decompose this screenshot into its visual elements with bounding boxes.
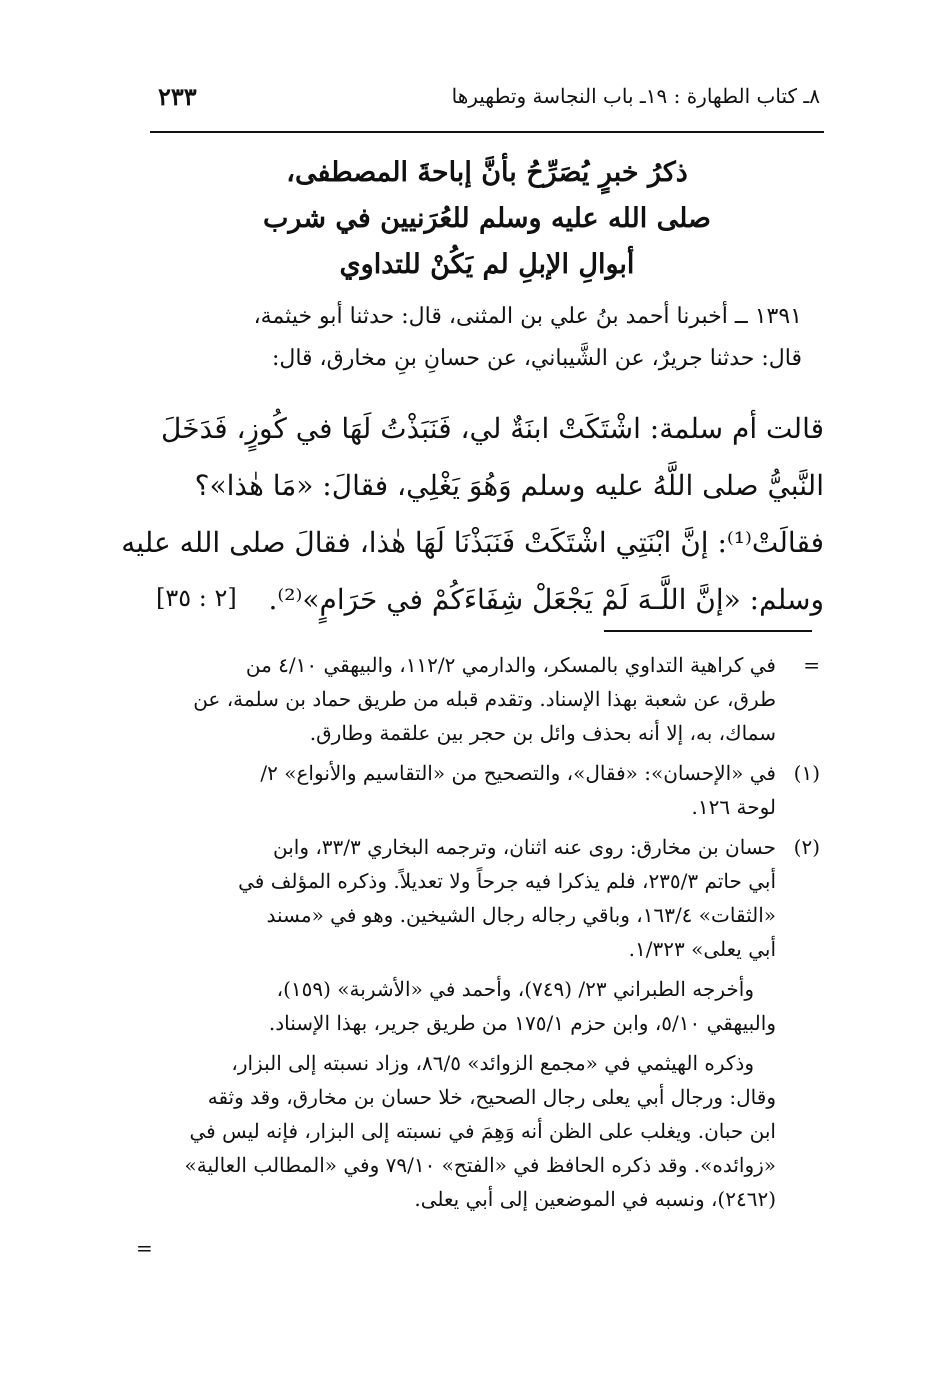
running-head: ٨ـ كتاب الطهارة : ١٩ـ باب النجاسة وتطهيرها	[451, 84, 820, 108]
footnote-2	[150, 830, 824, 966]
continuation-mark: =	[803, 653, 820, 677]
footnote-number: (٢)	[793, 835, 820, 859]
note-line: لوحة ١٢٦.	[691, 795, 776, 819]
footnote-number: (١)	[793, 761, 820, 785]
hadith-line: فقالَتْ⁽¹⁾: إنَّ ابْنَتِي اشْتَكَتْ فَنَبَذْنَا لَهَا هٰذا، فقالَ صلى الله عليه	[121, 526, 824, 559]
isnad-narration	[150, 296, 802, 380]
title-line: صلى الله عليه وسلم للعُرَنيين في شرب	[263, 203, 711, 234]
note-line: وأخرجه الطبراني ٢٣/ (٧٤٩)، وأحمد في «الأشربة» (١٥٩)،	[276, 977, 754, 1001]
note-line: سماك، به، إلا أنه بحذف وائل بن حجر بين علقمة وطارق.	[309, 721, 776, 745]
hadith-text	[121, 400, 824, 628]
note-line: «زوائده». وقد ذكره الحافظ في «الفتح» ٧٩/١٠ وفي «المطالب العالية»	[184, 1153, 776, 1177]
page-header	[150, 78, 820, 118]
note-line: وقال: ورجال أبي يعلى رجال الصحيح، خلا حسان بن مخارق، وقد وثقه	[207, 1085, 776, 1109]
note-line: (٢٤٦٢)، ونسبه في الموضعين إلى أبي يعلى.	[414, 1187, 776, 1211]
hadith-line: النَّبيُّ صلى اللَّهُ عليه وسلم وَهُوَ يَغْلِي، فقالَ: «مَا هٰذا»؟	[194, 469, 824, 502]
continues-mark: =	[136, 1236, 153, 1260]
note-line: أبي يعلى» ١/٣٢٣.	[628, 937, 776, 961]
footnote-paragraph	[150, 972, 824, 1040]
footnotes	[150, 648, 824, 1222]
chapter-title	[150, 150, 824, 288]
footnote-1	[150, 756, 824, 824]
note-line: ابن حبان. ويغلب على الظن أنه وَهِمَ في نسبته إلى البزار، فإنه ليس في	[189, 1119, 776, 1143]
note-line: أبي حاتم ٢٣٥/٣، فلم يذكرا فيه جرحاً ولا تعديلاً. وذكره المؤلف في	[238, 869, 776, 893]
continued-note	[150, 648, 824, 750]
hadith-reference: [٢ : ٣٥]	[156, 584, 237, 612]
note-line: في كراهية التداوي بالمسكر، والدارمي ١١٢/٢، والبيهقي ٤/١٠ من	[245, 653, 776, 677]
footnote-rule	[604, 630, 812, 632]
note-line: والبيهقي ٥/١٠، وابن حزم ١٧٥/١ من طريق جرير، بهذا الإسناد.	[268, 1011, 776, 1035]
header-rule	[150, 131, 824, 133]
narration-line: ١٣٩١ ــ أخبرنا أحمد بنُ علي بن المثنى، قال: حدثنا أبو خيثمة،	[253, 304, 802, 329]
note-line: «الثقات» ١٦٣/٤، وباقي رجاله رجال الشيخين. وهو في «مسند	[266, 903, 776, 927]
note-line: وذكره الهيثمي في «مجمع الزوائد» ٨٦/٥، وزاد نسبته إلى البزار،	[231, 1051, 754, 1075]
title-line: ذكرُ خبرٍ يُصَرِّحُ بأنَّ إباحةَ المصطفى،	[286, 157, 688, 188]
page-number: ٢٣٣	[158, 82, 197, 111]
footnote-paragraph	[150, 1046, 824, 1216]
note-line: في «الإحسان»: «فقال»، والتصحيح من «التقاسيم والأنواع» ٢/	[260, 761, 776, 785]
note-line: حسان بن مخارق: روى عنه اثنان، وترجمه البخاري ٣٣/٣، وابن	[272, 835, 776, 859]
note-line: طرق، عن شعبة بهذا الإسناد. وتقدم قبله من طريق حماد بن سلمة، عن	[193, 687, 776, 711]
hadith-line: قالت أم سلمة: اشْتَكَتْ ابنَةٌ لي، فَنَبَذْتُ لَهَا في كُوزٍ، فَدَخَلَ	[161, 412, 824, 445]
hadith-line: وسلم: «إنَّ اللَّـهَ لَمْ يَجْعَلْ شِفَاءَكُمْ في حَرَامٍ»⁽²⁾.	[268, 583, 824, 616]
narration-line: قال: حدثنا جريرٌ، عن الشَّيباني، عن حسانِ بنِ مخارق، قال:	[271, 346, 802, 371]
title-line: أبوالِ الإبلِ لم يَكُنْ للتداوي	[339, 249, 635, 280]
